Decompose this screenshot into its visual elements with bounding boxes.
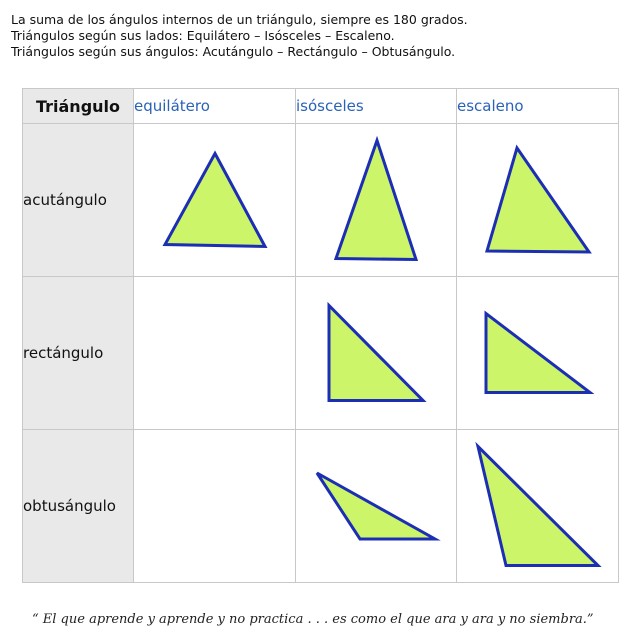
row-rectangulo (23, 277, 619, 430)
triangle-shape (165, 154, 265, 247)
triangle-classification-table (22, 88, 619, 583)
column-header-escaleno: escaleno (457, 89, 619, 124)
quote: “ El que aprende y aprende y no practica . . . es como el que ara y ara y no siembra.” (32, 612, 594, 627)
cell-right-equilateral-empty (134, 277, 296, 430)
cell-acute-isosceles (296, 124, 457, 277)
row-label-obtusangulo: obtusángulo (23, 430, 134, 583)
intro-line-angle-sum: La suma de los ángulos internos de un triángulo, siempre es 180 grados. (11, 12, 468, 27)
triangle-shape (487, 148, 589, 252)
cell-obtuse-isosceles (296, 430, 457, 583)
right-isosceles-triangle (296, 278, 456, 428)
cell-right-isosceles (296, 277, 457, 430)
cell-acute-scalene (457, 124, 619, 277)
row-acutangulo (23, 124, 619, 277)
acute-isosceles-triangle (296, 125, 456, 275)
intro-line-by-sides: Triángulos según sus lados: Equilátero – Isósceles – Escaleno. (11, 28, 395, 43)
row-obtusangulo (23, 430, 619, 583)
triangle-shape (329, 306, 423, 401)
row-label-acutangulo: acutángulo (23, 124, 134, 277)
intro-text (11, 12, 468, 60)
triangle-shape (336, 141, 416, 260)
triangle-shape (317, 473, 435, 539)
acute-equilateral-triangle (135, 125, 295, 275)
obtuse-isosceles-triangle (296, 431, 456, 581)
triangle-shape (486, 314, 590, 393)
column-header-isosceles: isósceles (296, 89, 457, 124)
triangle-shape (478, 447, 598, 566)
cell-obtuse-equilateral-empty (134, 430, 296, 583)
header-corner: Triángulo (23, 89, 134, 124)
cell-obtuse-scalene (457, 430, 619, 583)
row-label-rectangulo: rectángulo (23, 277, 134, 430)
cell-acute-equilateral (134, 124, 296, 277)
obtuse-scalene-triangle (458, 431, 618, 581)
column-header-equilatero: equilátero (134, 89, 296, 124)
acute-scalene-triangle (458, 125, 618, 275)
right-scalene-triangle (458, 278, 618, 428)
intro-line-by-angles: Triángulos según sus ángulos: Acutángulo – Rectángulo – Obtusángulo. (11, 44, 456, 59)
header-row (23, 89, 619, 124)
cell-right-scalene (457, 277, 619, 430)
